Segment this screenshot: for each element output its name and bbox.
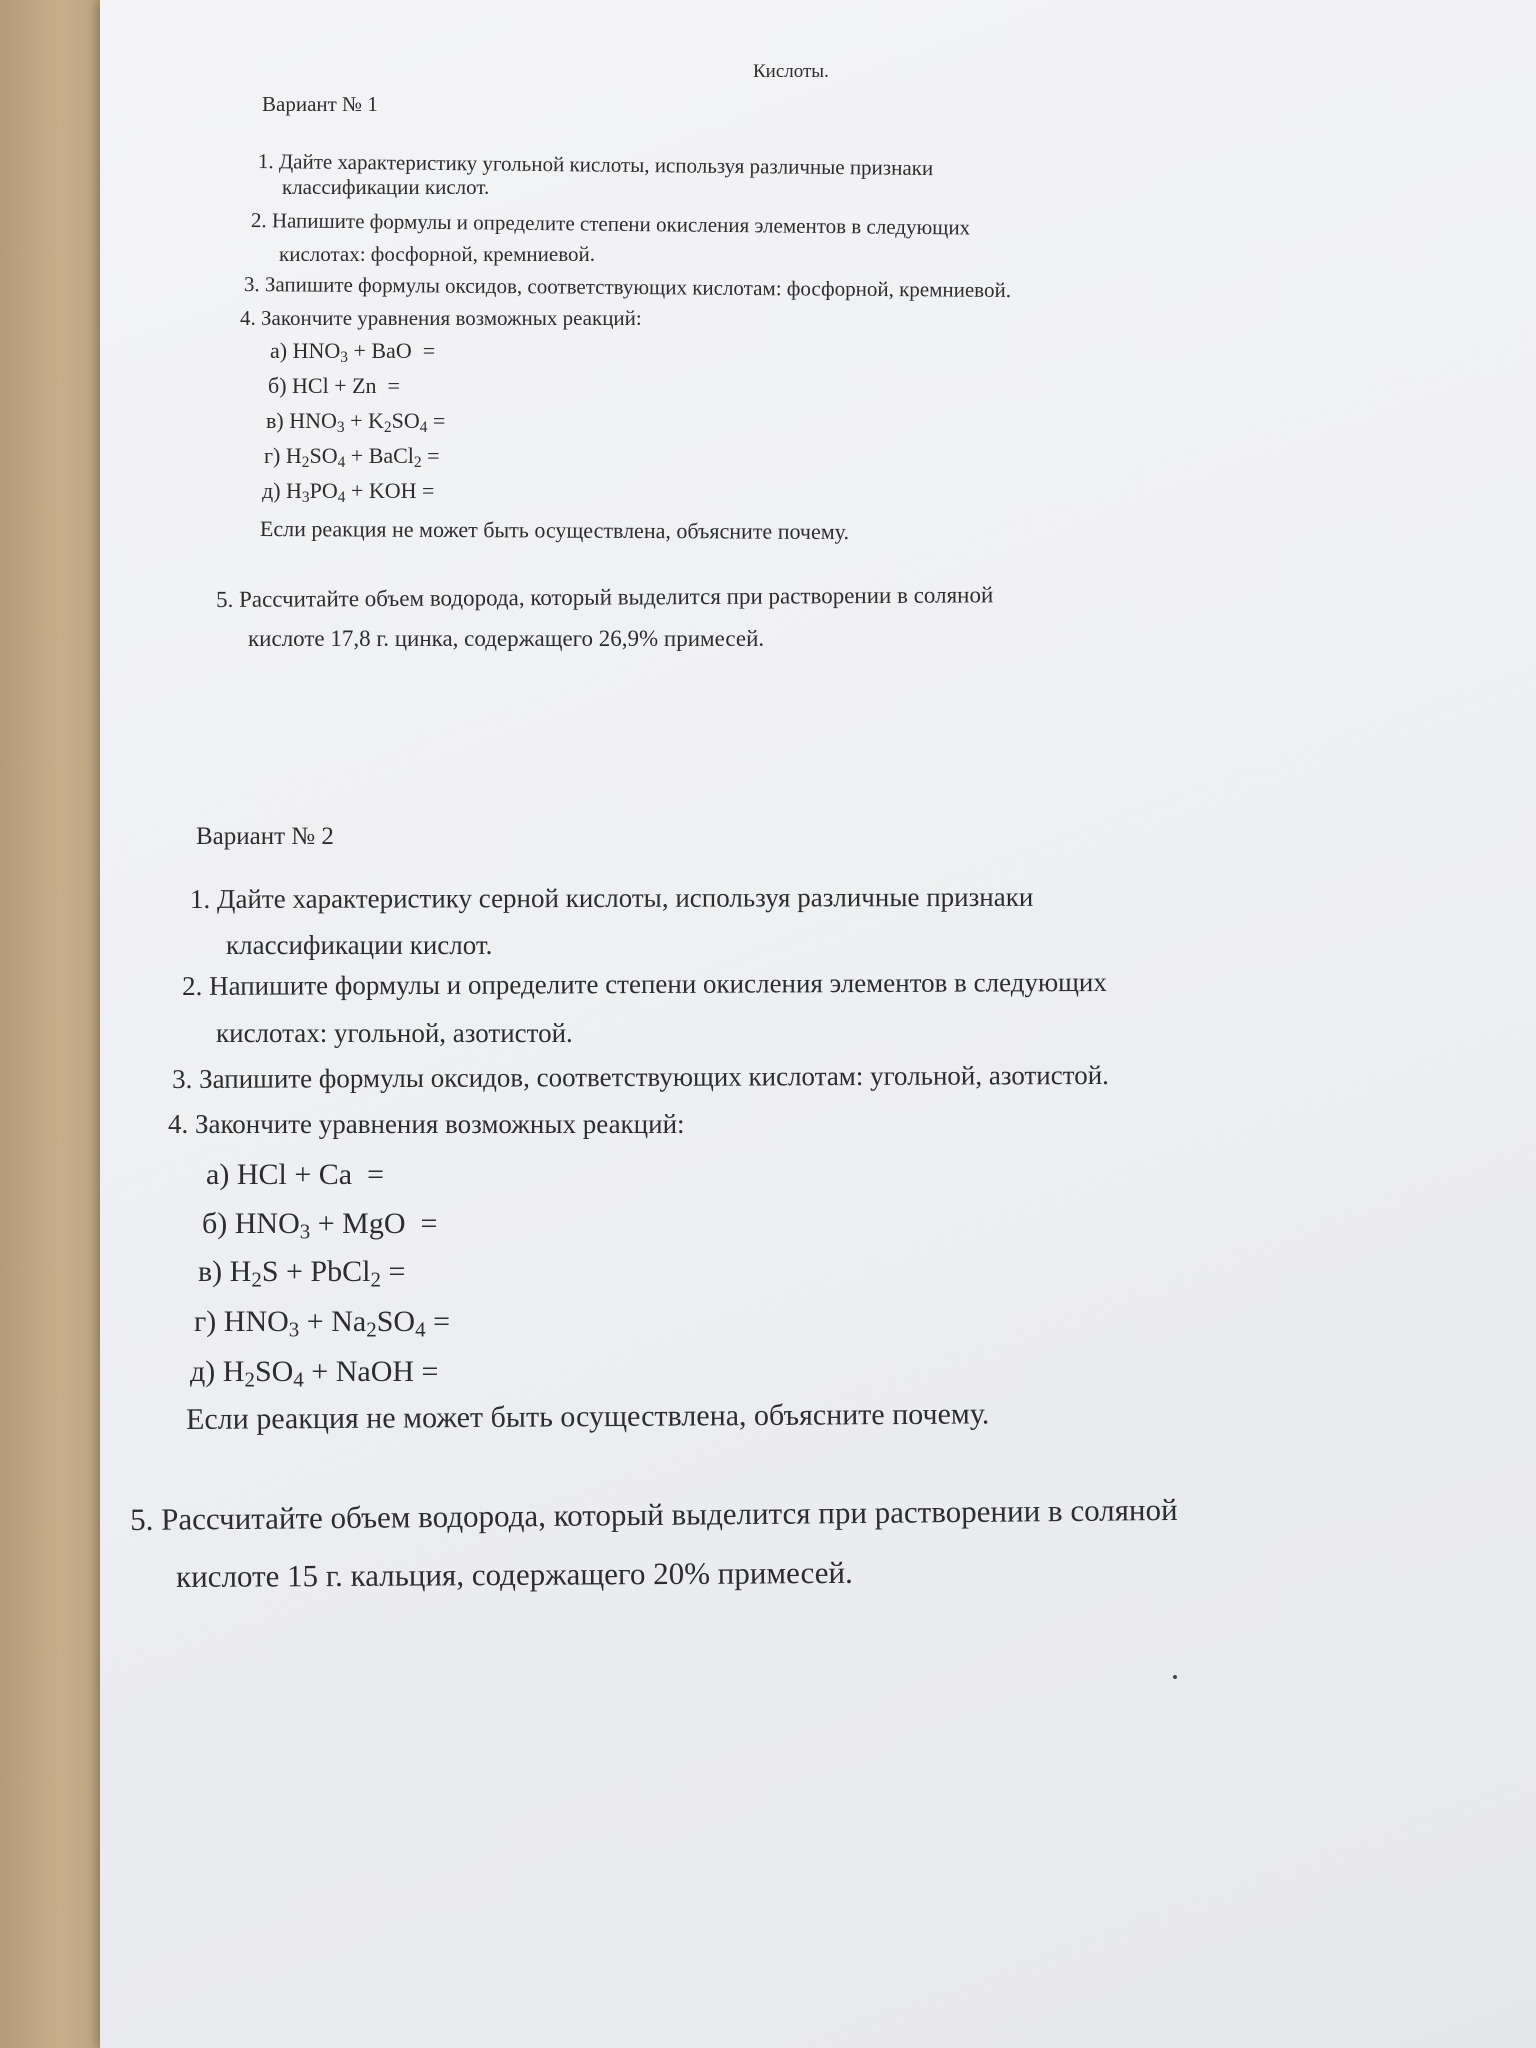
- variant-2-reaction-e: д) $H_2SO_4$ + NaOH =: [190, 1355, 439, 1392]
- variant-1-q5-line1: 5. Рассчитайте объем водорода, который выделится при растворении в соляной: [215, 582, 994, 612]
- variant-2-q5-line2: кислоте 15 г. кальция, содержащего 20% примесей.: [175, 1554, 853, 1594]
- variant-1-q3: 3. Запишите формулы оксидов, соответствующих кислотам: фосфорной, кремниевой.: [243, 272, 1012, 303]
- variant-1-reaction-a: а) $HNO_3$ + BaO =: [270, 338, 436, 366]
- variant-1-reaction-c: в) $HNO_3 + K_2SO_4$ =: [266, 408, 446, 436]
- variant-2-reaction-a: а) HCl + Ca =: [206, 1158, 384, 1191]
- variant-2-q3: 3. Запишите формулы оксидов, соответствующих кислотам: угольной, азотистой.: [171, 1059, 1109, 1094]
- variant-2-q2-line1: 2. Напишите формулы и определите степени окисления элементов в следующих: [181, 966, 1107, 1001]
- variant-2-heading: Вариант № 2: [196, 823, 334, 850]
- variant-1-heading: Вариант № 1: [262, 92, 378, 116]
- variant-1-reaction-d: г) $H_2SO_4$ + BaCl$_2$ =: [264, 443, 440, 471]
- variant-1-q2-line1: 2. Напишите формулы и определите степени окисления элементов в следующих: [250, 208, 971, 240]
- variant-2-reaction-c: в) $H_2S$ + PbCl$_2$ =: [198, 1255, 406, 1292]
- variant-2-q2-line2: кислотах: угольной, азотистой.: [216, 1018, 573, 1048]
- variant-1-q4: 4. Закончите уравнения возможных реакций:: [240, 306, 642, 330]
- variant-2-reaction-d: г) $HNO_3 + Na_2SO_4$ =: [194, 1305, 450, 1342]
- variant-1-q1-line1: 1. Дайте характеристику угольной кислоты, используя различные признаки: [257, 149, 934, 181]
- variant-1-q2-line2: кислотах: фосфорной, кремниевой.: [279, 242, 595, 266]
- ink-dot: [1173, 1675, 1177, 1679]
- variant-1-reaction-b: б) HCl + Zn =: [268, 373, 400, 398]
- variant-1-note: Если реакция не может быть осуществлена, объясните почему.: [259, 516, 850, 545]
- variant-2-note: Если реакция не может быть осуществлена, объясните почему.: [185, 1397, 990, 1436]
- variant-2-q5-line1: 5. Рассчитайте объем водорода, который выделится при растворении в соляной: [129, 1491, 1178, 1537]
- variant-1-reaction-e: д) $H_3PO_4$ + KOH =: [262, 478, 435, 506]
- variant-1-q1-line2: классификации кислот.: [282, 175, 490, 199]
- variant-2-q1-line1: 1. Дайте характеристику серной кислоты, используя различные признаки: [189, 881, 1034, 914]
- variant-2-reaction-b: б) $HNO_3$ + MgO =: [202, 1207, 438, 1244]
- variant-1-q5-line2: кислоте 17,8 г. цинка, содержащего 26,9% примесей.: [248, 626, 765, 651]
- variant-2-q1-line2: классификации кислот.: [226, 930, 493, 960]
- variant-2-q4: 4. Закончите уравнения возможных реакций:: [168, 1109, 685, 1139]
- worksheet-title: Кислоты.: [753, 61, 829, 82]
